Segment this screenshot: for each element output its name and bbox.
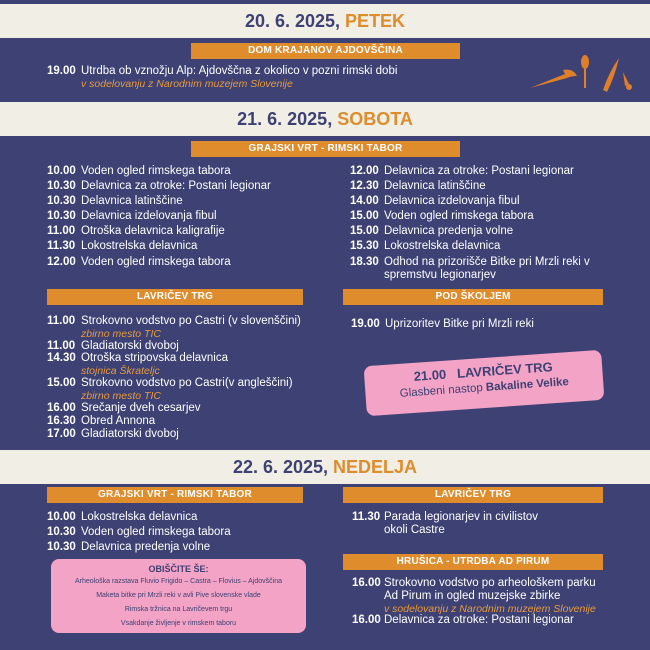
list-item: 10.30 Delavnica za otroke: Postani legionar (47, 180, 271, 192)
venue-grajski-vrt: GRAJSKI VRT - RIMSKI TABOR (191, 141, 460, 157)
list-item: 12.00 Delavnica za otroke: Postani legionar (350, 165, 574, 177)
list-item: 10.00 Lokostrelska delavnica (47, 511, 198, 523)
list-item: 16.00 Srečanje dveh cesarjev (47, 402, 201, 414)
list-item: 16.30 Obred Annona (47, 415, 156, 427)
list-item-sub: zbirno mesto TIC (81, 328, 161, 340)
list-item-continuation: Ad Pirum in ogled muzejske zbirke (384, 590, 561, 602)
venue-friday: DOM KRAJANOV AJDOVŠČINA (191, 43, 460, 59)
visit-also-item: Maketa bitke pri Mrzli reki v avli Pive slovenske vlade (96, 592, 261, 599)
day-header-saturday (0, 102, 650, 136)
list-item: 11.30 Lokostrelska delavnica (47, 240, 198, 252)
sunday-date: 22. 6. 2025, (232, 457, 334, 477)
saturday-date: 21. 6. 2025, (237, 109, 338, 129)
visit-also-item: Vsakdanje življenje v rimskem taboru (120, 620, 237, 627)
concert-desc: Glasbeni nastop (399, 381, 487, 400)
list-item-sub: zbirno mesto TIC (81, 390, 161, 402)
concert-note (364, 350, 605, 416)
list-item: 10.30 Delavnica izdelovanja fibul (47, 210, 217, 222)
list-item: 15.30 Lokostrelska delavnica (350, 240, 501, 252)
list-item-continuation: okoli Castre (384, 524, 445, 536)
list-item: 19.00 Uprizoritev Bitke pri Mrzli reki (351, 318, 534, 330)
list-item: 15.00 Strokovno vodstvo po Castri(v angleščini) (47, 377, 293, 389)
list-item: 16.00 Delavnica za otroke: Postani legionar (352, 614, 574, 626)
list-item: 10.30 Delavnica predenja volne (47, 541, 211, 553)
list-item: 12.00 Voden ogled rimskega tabora (47, 256, 231, 268)
list-item: 11.00 Otroška delavnica kaligrafije (47, 225, 225, 237)
list-item: 14.30 Otroška stripovska delavnica (47, 352, 229, 364)
list-item: 10.30 Voden ogled rimskega tabora (47, 526, 231, 538)
list-item: 12.30 Delavnica latinščine (350, 180, 486, 192)
list-item: 18.30 Odhod na prizorišče Bitke pri Mrzli reki v (350, 256, 590, 268)
sunday-day: NEDELJA (333, 457, 418, 477)
venue-lavricev-trg-sunday: LAVRIČEV TRG (343, 487, 603, 503)
venue-grajski-vrt-sunday: GRAJSKI VRT - RIMSKI TABOR (47, 487, 303, 503)
list-item-sub: stojnica Škrateljc (81, 365, 160, 377)
day-header-sunday (0, 450, 650, 484)
list-item: 11.00 Strokovno vodstvo po Castri (v slovenščini) (47, 315, 301, 327)
event-friday-sub: v sodelovanju z Narodnim muzejem Slovenije (81, 78, 293, 90)
venue-pod-skoljem: POD ŠKOLJEM (343, 289, 603, 305)
list-item: 16.00 Strokovno vodstvo po arheološkem parku (352, 577, 596, 589)
concert-time: 21.00 (413, 366, 447, 384)
list-item: 14.00 Delavnica izdelovanja fibul (350, 195, 520, 207)
visit-also-title: OBIŠČITE ŠE: (148, 564, 209, 574)
event-friday: 19.00 Utrdba ob vznožju Alp: Ajdovščna z okolico v pozni rimski dobi (47, 65, 398, 77)
saturday-day: SOBOTA (337, 109, 413, 129)
list-item: 10.30 Delavnica latinščine (47, 195, 183, 207)
list-item: 10.00 Voden ogled rimskega tabora (47, 165, 231, 177)
list-item: 11.30 Parada legionarjev in civilistov (352, 511, 539, 523)
concert-band: Bakaline Velike (485, 376, 570, 394)
venue-hrusica: HRUŠICA - UTRDBA AD PIRUM (343, 554, 603, 570)
friday-day: PETEK (345, 11, 406, 31)
concert-place: LAVRIČEV TRG (456, 359, 554, 381)
visit-also-item: Arheološka razstava Fluvio Frigido – Castra – Flovius – Ajdovščina (75, 578, 282, 585)
list-item-sub: v sodelovanju z Narodnim muzejem Slovenije (384, 603, 596, 615)
visit-also-item: Rimska tržnica na Lavričevem trgu (124, 606, 233, 613)
roman-tools-illustration (525, 52, 635, 96)
list-item: 15.00 Voden ogled rimskega tabora (350, 210, 534, 222)
list-item-continuation: spremstvu legionarjev (384, 269, 496, 281)
friday-date: 20. 6. 2025, (244, 11, 346, 31)
venue-lavricev-trg: LAVRIČEV TRG (47, 289, 303, 305)
list-item: 17.00 Gladiatorski dvoboj (47, 428, 179, 440)
list-item: 11.00 Gladiatorski dvoboj (47, 340, 179, 352)
visit-also-box (51, 559, 306, 633)
list-item: 15.00 Delavnica predenja volne (350, 225, 514, 237)
day-header-friday (0, 4, 650, 38)
